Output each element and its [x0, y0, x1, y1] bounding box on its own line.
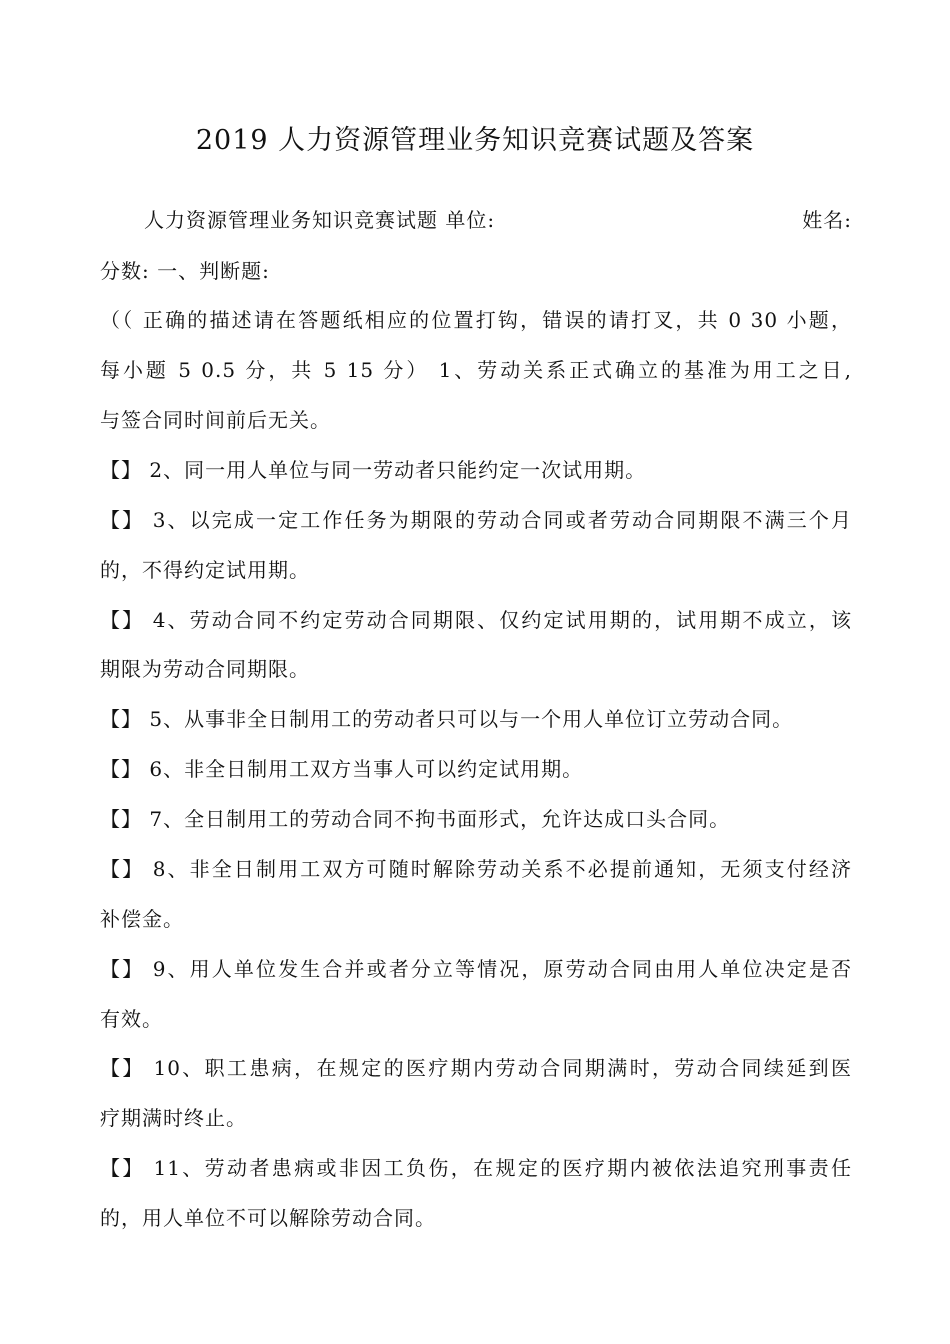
- question-5-line-1: 【】 5、从事非全日制用工的劳动者只可以与一个用人单位订立劳动合同。: [100, 707, 794, 731]
- instruction-line-1: （（ 正确的描述请在答题纸相应的位置打钩，错误的请打叉，共 0 30 小题，: [100, 308, 852, 332]
- question-7-line-1: 【】 7、全日制用工的劳动合同不拘书面形式，允许达成口头合同。: [100, 807, 731, 831]
- question-6-line-1: 【】 6、非全日制用工双方当事人可以约定试用期。: [100, 757, 584, 781]
- question-3-line-1: 【】 3、以完成一定工作任务为期限的劳动合同或者劳动合同期限不满三个月: [100, 508, 852, 532]
- question-4-line-1: 【】 4、劳动合同不约定劳动合同期限、仅约定试用期的，试用期不成立，该: [100, 608, 852, 632]
- instruction-line-3: 与签合同时间前后无关。: [100, 408, 331, 432]
- score-line: 分数: 一、判断题:: [100, 259, 270, 283]
- question-9-line-1: 【】 9、用人单位发生合并或者分立等情况，原劳动合同由用人单位决定是否: [100, 957, 852, 981]
- header-unit-label: 人力资源管理业务知识竞赛试题 单位:: [144, 208, 496, 232]
- question-10-line-2: 疗期满时终止。: [100, 1106, 247, 1130]
- header-line: [144, 206, 852, 234]
- question-4-line-2: 期限为劳动合同期限。: [100, 657, 310, 681]
- question-3-line-2: 的，不得约定试用期。: [100, 558, 310, 582]
- document-title: 2019 人力资源管理业务知识竞赛试题及答案: [195, 125, 755, 156]
- question-2-line-1: 【】 2、同一用人单位与同一劳动者只能约定一次试用期。: [100, 458, 647, 482]
- question-11-line-2: 的，用人单位不可以解除劳动合同。: [100, 1206, 436, 1230]
- header-name-label: 姓名:: [802, 208, 852, 232]
- question-8-line-1: 【】 8、非全日制用工双方可随时解除劳动关系不必提前通知，无须支付经济: [100, 857, 852, 881]
- question-11-line-1: 【】 11、劳动者患病或非因工负伤，在规定的医疗期内被依法追究刑事责任: [100, 1156, 852, 1180]
- question-8-line-2: 补偿金。: [100, 907, 184, 931]
- question-10-line-1: 【】 10、职工患病，在规定的医疗期内劳动合同期满时，劳动合同续延到医: [100, 1056, 852, 1080]
- question-9-line-2: 有效。: [100, 1007, 163, 1031]
- instruction-line-2: 每小题 5 0.5 分，共 5 15 分） 1、劳动关系正式确立的基准为用工之日,: [100, 358, 852, 382]
